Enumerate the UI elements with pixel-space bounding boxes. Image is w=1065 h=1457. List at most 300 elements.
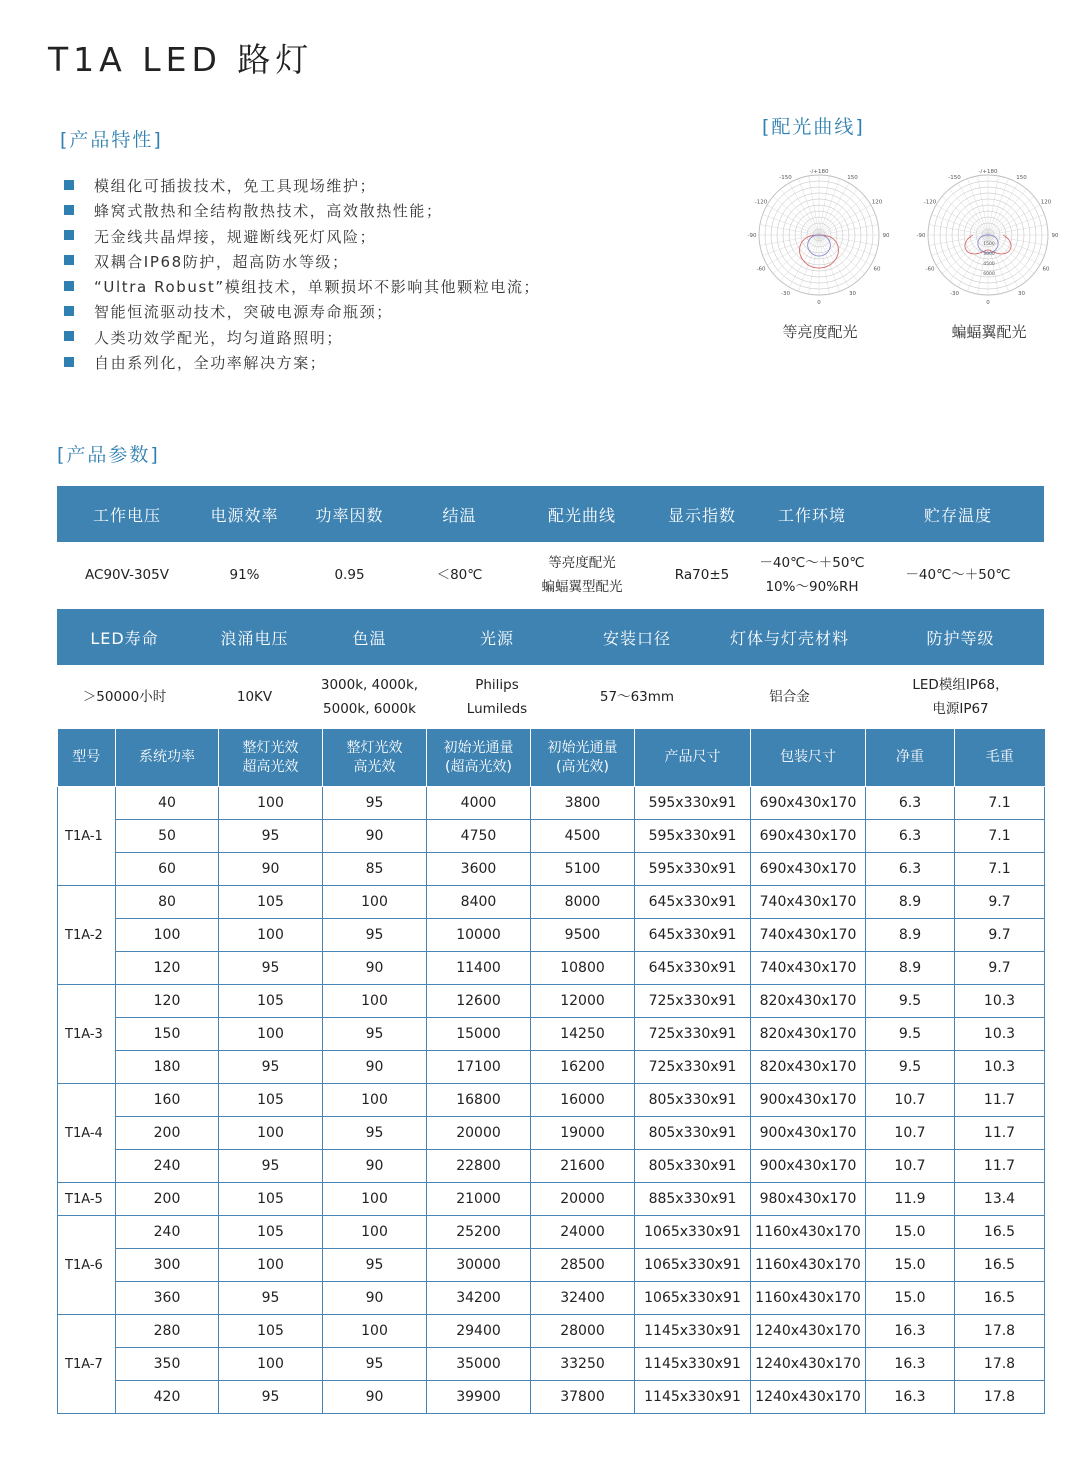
table-cell: 95: [219, 1282, 323, 1315]
table-cell: 90: [323, 1051, 427, 1084]
table-cell: 150: [116, 1018, 219, 1051]
table-cell: 40: [116, 787, 219, 820]
table-cell: 11400: [427, 952, 531, 985]
table-header-cell: [531, 729, 635, 787]
param-value-cell: [192, 665, 317, 729]
square-bullet-icon: [64, 306, 74, 316]
param-value-lines: [905, 563, 1010, 587]
param-value-line: Philips: [475, 677, 519, 693]
param-value-line: AC90V-305V: [85, 567, 169, 583]
table-cell: 900x430x170: [751, 1150, 866, 1183]
param-value-cell: [872, 542, 1044, 608]
polar-angle-label: -150: [779, 174, 792, 181]
polar-angle-label: -150: [948, 174, 961, 181]
table-row: [58, 886, 1045, 919]
table-cell: 1240x430x170: [751, 1381, 866, 1414]
table-cell: 12600: [427, 985, 531, 1018]
table-cell: 32400: [531, 1282, 635, 1315]
table-cell: 11.9: [866, 1183, 955, 1216]
table-cell: 240: [116, 1216, 219, 1249]
table-cell: 645x330x91: [635, 886, 751, 919]
square-bullet-icon: [64, 205, 74, 215]
param-header-cell: 色温: [352, 628, 387, 648]
table-cell: 10.3: [955, 1051, 1045, 1084]
table-header-cell: [955, 729, 1045, 787]
table-cell: 4000: [427, 787, 531, 820]
table-cell: 90: [323, 952, 427, 985]
table-cell: 16.5: [955, 1216, 1045, 1249]
table-cell: 7.1: [955, 853, 1045, 886]
table-cell: 1240x430x170: [751, 1348, 866, 1381]
table-cell: 17.8: [955, 1381, 1045, 1414]
table-cell: 105: [219, 1216, 323, 1249]
table-cell: 15.0: [866, 1282, 955, 1315]
table-cell: 95: [219, 1150, 323, 1183]
table-cell: 11.7: [955, 1117, 1045, 1150]
param-value-line: 蝙蝠翼型配光: [541, 579, 623, 595]
table-cell: 595x330x91: [635, 853, 751, 886]
light-curve-heading: [配光曲线]: [762, 116, 865, 138]
polar-angle-label: 60: [1042, 266, 1050, 273]
table-cell: 980x430x170: [751, 1183, 866, 1216]
param-value-lines: [334, 563, 364, 587]
table-header-cell: [219, 729, 323, 787]
table-cell: 9.7: [955, 886, 1045, 919]
table-cell: 7.1: [955, 820, 1045, 853]
table-cell: 34200: [427, 1282, 531, 1315]
table-cell: 95: [323, 1249, 427, 1282]
table-row: [58, 952, 1045, 985]
table-cell: 35000: [427, 1348, 531, 1381]
feature-text: “Ultra Robust”模组技术，单颗损坏不影响其他颗粒电流；: [94, 278, 541, 297]
table-cell: 1160x430x170: [751, 1282, 866, 1315]
table-cell: 280: [116, 1315, 219, 1348]
table-cell: 100: [219, 919, 323, 952]
param-value-lines: [437, 563, 483, 587]
table-cell: 16200: [531, 1051, 635, 1084]
polar-angle-label: -120: [754, 199, 768, 206]
param-value-lines: [912, 673, 1008, 721]
table-row: [58, 1348, 1045, 1381]
table-cell: 15.0: [866, 1249, 955, 1282]
feature-text: 模组化可插拔技术，免工具现场维护；: [94, 177, 377, 195]
table-cell: 120: [116, 985, 219, 1018]
polar-angle-label: 30: [849, 291, 856, 298]
param-header-cell: 电源效率: [210, 505, 279, 525]
feature-item: [64, 225, 540, 250]
table-cell: 39900: [427, 1381, 531, 1414]
table-cell: 240: [116, 1150, 219, 1183]
param-value-lines: [759, 551, 864, 599]
table-header-line: 包装尺寸: [780, 749, 836, 765]
table-row: [58, 787, 1045, 820]
table-header-cell: [427, 729, 531, 787]
table-row: [58, 1150, 1045, 1183]
polar-angle-label: -90: [747, 233, 757, 239]
feature-item: [64, 300, 540, 325]
square-bullet-icon: [64, 255, 74, 265]
params2-header-row: [57, 609, 1044, 665]
table-cell: 10.3: [955, 1018, 1045, 1051]
table-cell: 420: [116, 1381, 219, 1414]
table-header-line: 整灯光效: [242, 739, 299, 756]
params1-header-row: [57, 486, 1044, 542]
table-header-line: 初始光通量: [443, 739, 514, 756]
table-cell: 805x330x91: [635, 1150, 751, 1183]
table-cell: 100: [219, 1348, 323, 1381]
table-header-line: 系统功率: [139, 749, 195, 765]
square-bullet-icon: [64, 230, 74, 240]
table-cell: 90: [323, 1282, 427, 1315]
table-cell: 300: [116, 1249, 219, 1282]
table-cell: 95: [323, 1018, 427, 1051]
param-header-cell: 配光曲线: [547, 505, 616, 525]
model-cell: T1A-6: [58, 1216, 116, 1315]
polar-ring-label: 6000: [983, 272, 995, 277]
table-header-cell: [635, 729, 751, 787]
table-cell: 15.0: [866, 1216, 955, 1249]
polar-angle-label: 0: [817, 300, 821, 306]
table-header-cell: [866, 729, 955, 787]
param-value-cell: [652, 542, 752, 608]
table-cell: 100: [323, 1315, 427, 1348]
table-row: [58, 1084, 1045, 1117]
table-cell: 9.7: [955, 952, 1045, 985]
table-header-cell: [323, 729, 427, 787]
table-header-line: 超高光效: [242, 758, 299, 775]
table-header-line: 净重: [896, 749, 924, 765]
table-cell: 6.3: [866, 787, 955, 820]
table-cell: 19000: [531, 1117, 635, 1150]
table-cell: 105: [219, 886, 323, 919]
table-cell: 8.9: [866, 886, 955, 919]
model-spec-table: [57, 729, 1045, 1414]
table-cell: 12000: [531, 985, 635, 1018]
param-value-cell: [572, 665, 702, 729]
table-header-cell: [58, 729, 116, 787]
polar-angle-label: 90: [1051, 233, 1059, 239]
table-row: [58, 985, 1045, 1018]
table-cell: 900x430x170: [751, 1084, 866, 1117]
param-value-cell: [197, 542, 292, 608]
table-cell: 4500: [531, 820, 635, 853]
table-cell: 33250: [531, 1348, 635, 1381]
params-heading: [产品参数]: [57, 444, 160, 466]
model-cell: T1A-1: [58, 787, 116, 886]
table-cell: 11.7: [955, 1150, 1045, 1183]
model-cell: T1A-5: [58, 1183, 116, 1216]
table-cell: 95: [323, 1117, 427, 1150]
table-cell: 25200: [427, 1216, 531, 1249]
table-cell: 15000: [427, 1018, 531, 1051]
table-cell: 21000: [427, 1183, 531, 1216]
table-cell: 85: [323, 853, 427, 886]
table-row: [58, 1051, 1045, 1084]
table-cell: 180: [116, 1051, 219, 1084]
param-value-cell: [57, 665, 192, 729]
param-value-line: 5000k, 6000k: [323, 701, 416, 717]
table-cell: 17.8: [955, 1315, 1045, 1348]
table-cell: 645x330x91: [635, 919, 751, 952]
param-header-cell: 工作环境: [777, 505, 846, 525]
polar-angle-label: -60: [756, 266, 766, 273]
param-value-line: 57～63mm: [599, 689, 675, 705]
table-row: [58, 1216, 1045, 1249]
feature-item: [64, 351, 540, 376]
table-header-line: 高光效: [353, 758, 396, 775]
model-cell: T1A-4: [58, 1084, 116, 1183]
param-value-lines: [83, 685, 166, 709]
param-value-line: Ra70±5: [674, 567, 730, 583]
feature-text: 双耦合IP68防护，超高防水等级；: [94, 252, 349, 271]
param-header-cell: LED寿命: [90, 628, 159, 648]
table-row: [58, 1315, 1045, 1348]
table-cell: 3800: [531, 787, 635, 820]
table-cell: 9.7: [955, 919, 1045, 952]
table-cell: 90: [323, 1381, 427, 1414]
table-cell: 6.3: [866, 853, 955, 886]
table-row: [58, 1381, 1045, 1414]
features-list: [64, 174, 540, 376]
table-row: [58, 1183, 1045, 1216]
table-cell: 50: [116, 820, 219, 853]
table-cell: 13.4: [955, 1183, 1045, 1216]
table-cell: 22800: [427, 1150, 531, 1183]
table-cell: 105: [219, 1315, 323, 1348]
table-row: [58, 1018, 1045, 1051]
polar-angle-label: 120: [871, 199, 883, 206]
table-row: [58, 1282, 1045, 1315]
polar-angle-label: -60: [925, 266, 935, 273]
table-cell: 11.7: [955, 1084, 1045, 1117]
table-header-cell: [116, 729, 219, 787]
table-cell: 105: [219, 1183, 323, 1216]
polar-angle-label: 120: [1040, 199, 1052, 206]
table-cell: 200: [116, 1117, 219, 1150]
param-value-line: ＜80℃: [436, 567, 483, 583]
table-cell: 100: [323, 985, 427, 1018]
table-cell: 805x330x91: [635, 1117, 751, 1150]
table-cell: 100: [323, 886, 427, 919]
param-value-cell: [407, 542, 512, 608]
table-cell: 17.8: [955, 1348, 1045, 1381]
table-cell: 740x430x170: [751, 886, 866, 919]
table-cell: 9500: [531, 919, 635, 952]
table-cell: 8400: [427, 886, 531, 919]
table-cell: 9.5: [866, 1018, 955, 1051]
polar-chart-2: [912, 163, 1064, 313]
param-value-lines: [237, 685, 272, 709]
polar-angle-label: -120: [923, 199, 937, 206]
param-value-line: －40℃～＋50℃: [759, 555, 865, 571]
table-cell: 16.3: [866, 1348, 955, 1381]
table-cell: 100: [219, 1249, 323, 1282]
table-cell: 725x330x91: [635, 985, 751, 1018]
table-cell: 120: [116, 952, 219, 985]
table-header-line: (高光效): [556, 758, 609, 775]
param-value-lines: [600, 685, 674, 709]
table-header-cell: [751, 729, 866, 787]
feature-text: 无金线共晶焊接，规避断线死灯风险；: [94, 227, 377, 246]
table-cell: 29400: [427, 1315, 531, 1348]
light-curve-caption: 等亮度配光: [782, 323, 858, 341]
polar-angle-label: 0: [986, 300, 990, 306]
param-value-line: 3000k, 4000k,: [320, 677, 419, 693]
table-cell: 725x330x91: [635, 1051, 751, 1084]
table-header-line: 型号: [72, 749, 101, 765]
param-value-lines: [467, 673, 527, 721]
param-value-cell: [422, 665, 572, 729]
table-cell: 10.7: [866, 1150, 955, 1183]
table-cell: 1065x330x91: [635, 1216, 751, 1249]
param-value-cell: [702, 665, 877, 729]
polar-ring-label: 4500: [983, 262, 995, 267]
param-value-cell: [292, 542, 407, 608]
feature-text: 蜂窝式散热和全结构散热技术，高效散热性能；: [94, 202, 443, 221]
table-cell: 100: [219, 787, 323, 820]
table-cell: 3600: [427, 853, 531, 886]
param-value-line: Lumileds: [466, 701, 528, 717]
param-value-line: 等亮度配光: [548, 555, 616, 571]
table-cell: 90: [323, 1150, 427, 1183]
table-cell: 1145x330x91: [635, 1315, 751, 1348]
polar-ring-label: 3000: [983, 252, 995, 257]
table-cell: 1160x430x170: [751, 1216, 866, 1249]
param-header-cell: 灯体与灯壳材料: [729, 628, 849, 648]
table-cell: 690x430x170: [751, 820, 866, 853]
param-value-line: 10%～90%RH: [765, 579, 859, 595]
table-cell: 1065x330x91: [635, 1282, 751, 1315]
param-value-line: LED模组IP68，: [912, 677, 1009, 693]
table-header-line: 产品尺寸: [664, 749, 721, 765]
model-cell: T1A-3: [58, 985, 116, 1084]
table-cell: 10.7: [866, 1084, 955, 1117]
table-header-line: 毛重: [985, 749, 1014, 765]
param-value-cell: [57, 542, 197, 608]
param-value-cell: [877, 665, 1044, 729]
table-cell: 805x330x91: [635, 1084, 751, 1117]
feature-text: 人类功效学配光，均匀道路照明；: [94, 328, 344, 347]
feature-item: [64, 199, 540, 224]
table-cell: 1145x330x91: [635, 1381, 751, 1414]
table-cell: 16800: [427, 1084, 531, 1117]
param-value-line: 铝合金: [769, 689, 810, 705]
table-cell: 100: [323, 1183, 427, 1216]
square-bullet-icon: [64, 281, 74, 291]
table-cell: 200: [116, 1183, 219, 1216]
feature-item: [64, 326, 540, 351]
table-cell: 740x430x170: [751, 952, 866, 985]
table-cell: 690x430x170: [751, 787, 866, 820]
param-value-line: 电源IP67: [932, 701, 989, 717]
table-cell: 1160x430x170: [751, 1249, 866, 1282]
table-row: [58, 1117, 1045, 1150]
param-value-lines: [542, 551, 623, 599]
table-cell: 16000: [531, 1084, 635, 1117]
features-heading: [产品特性]: [60, 129, 163, 151]
table-cell: 16.5: [955, 1249, 1045, 1282]
table-cell: 645x330x91: [635, 952, 751, 985]
table-cell: 95: [219, 952, 323, 985]
table-cell: 100: [219, 1018, 323, 1051]
table-cell: 740x430x170: [751, 919, 866, 952]
polar-angle-label: -90: [916, 233, 926, 239]
table-cell: 95: [323, 787, 427, 820]
table-row: [58, 820, 1045, 853]
table-cell: 28000: [531, 1315, 635, 1348]
table-cell: 7.1: [955, 787, 1045, 820]
table-cell: 105: [219, 1084, 323, 1117]
polar-angle-label: -/+180: [978, 169, 998, 175]
table-cell: 60: [116, 853, 219, 886]
feature-item: [64, 275, 540, 300]
table-cell: 6.3: [866, 820, 955, 853]
polar-chart-1: [743, 163, 895, 313]
table-cell: 8000: [531, 886, 635, 919]
param-header-cell: 贮存温度: [923, 505, 992, 525]
param-value-cell: [317, 665, 422, 729]
polar-angle-label: 30: [1018, 291, 1025, 298]
table-cell: 885x330x91: [635, 1183, 751, 1216]
table-cell: 100: [116, 919, 219, 952]
table-cell: 10.3: [955, 985, 1045, 1018]
table-cell: 10.7: [866, 1117, 955, 1150]
param-value-lines: [321, 673, 418, 721]
feature-text: 自由系列化，全功率解决方案；: [94, 354, 327, 373]
table-header-line: (超高光效): [445, 758, 512, 775]
table-cell: 14250: [531, 1018, 635, 1051]
table-cell: 350: [116, 1348, 219, 1381]
table-cell: 20000: [531, 1183, 635, 1216]
table-header-line: 整灯光效: [346, 739, 403, 756]
square-bullet-icon: [64, 180, 74, 190]
light-curve-caption: 蝙蝠翼配光: [951, 323, 1027, 341]
table-cell: 10000: [427, 919, 531, 952]
params1-value-row: [57, 542, 1044, 608]
table-row: [58, 853, 1045, 886]
table-cell: 95: [323, 1348, 427, 1381]
table-cell: 160: [116, 1084, 219, 1117]
table-cell: 10800: [531, 952, 635, 985]
polar-angle-label: 150: [1016, 174, 1027, 181]
square-bullet-icon: [64, 331, 74, 341]
table-cell: 95: [219, 820, 323, 853]
table-cell: 1065x330x91: [635, 1249, 751, 1282]
table-cell: 20000: [427, 1117, 531, 1150]
table-cell: 8.9: [866, 952, 955, 985]
table-cell: 28500: [531, 1249, 635, 1282]
table-cell: 9.5: [866, 985, 955, 1018]
table-cell: 690x430x170: [751, 853, 866, 886]
table-cell: 1240x430x170: [751, 1315, 866, 1348]
polar-angle-label: 150: [847, 174, 858, 181]
table-cell: 100: [323, 1084, 427, 1117]
table-row: [58, 1249, 1045, 1282]
table-cell: 80: [116, 886, 219, 919]
param-header-cell: 工作电压: [92, 505, 161, 525]
model-cell: T1A-7: [58, 1315, 116, 1414]
feature-text: 智能恒流驱动技术，突破电源寿命瓶颈；: [94, 303, 393, 322]
table-cell: 17100: [427, 1051, 531, 1084]
param-value-cell: [512, 542, 652, 608]
param-value-cell: [752, 542, 872, 608]
param-header-cell: 安装口径: [602, 628, 671, 648]
feature-item: [64, 250, 540, 275]
table-cell: 8.9: [866, 919, 955, 952]
table-header-line: 初始光通量: [547, 739, 618, 756]
param-value-lines: [769, 685, 810, 709]
square-bullet-icon: [64, 357, 74, 367]
